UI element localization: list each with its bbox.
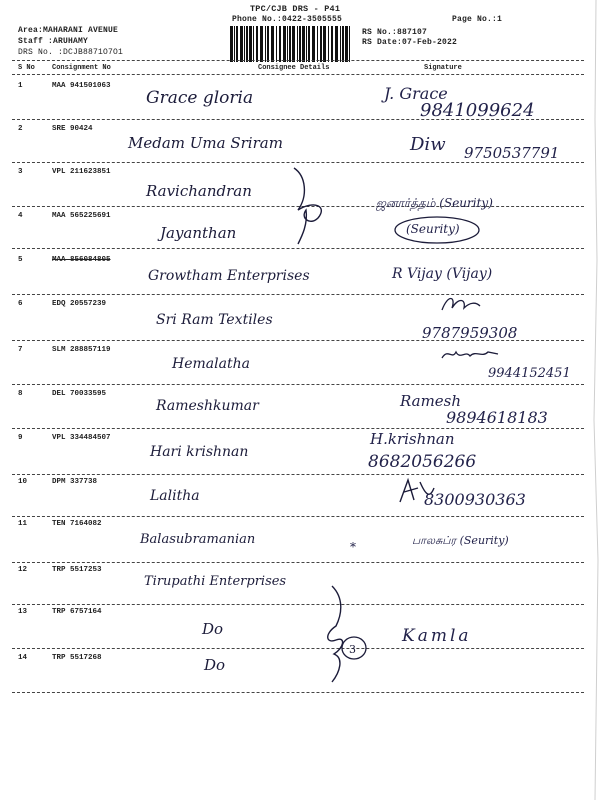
row-sno: 11 <box>18 520 28 528</box>
row-sno: 14 <box>18 654 28 662</box>
col-consignment: Consignment No <box>52 64 111 72</box>
row-consignee: Hemalatha <box>172 356 250 372</box>
col-sno: S No <box>18 64 35 72</box>
row-divider <box>12 294 584 295</box>
row-sno: 4 <box>18 212 23 220</box>
row-consignee: Jayanthan <box>160 224 237 242</box>
row-consignee: Ravichandran <box>146 182 252 200</box>
row-signature: Diw <box>410 134 446 155</box>
row-phone: 8682056266 <box>368 452 477 472</box>
row-sno: 7 <box>18 346 23 354</box>
row-signature: பாலசுப்ர (Seurity) <box>412 534 509 547</box>
row-consignee: Balasubramanian <box>140 532 256 547</box>
row-consignment: VPL 334484507 <box>52 434 111 442</box>
area-label: Area:MAHARANI AVENUE <box>18 26 119 35</box>
row-sno: 13 <box>18 608 28 616</box>
row-consignee: Sri Ram Textiles <box>156 312 273 328</box>
row-divider <box>12 162 584 163</box>
page-number: Page No.:1 <box>452 15 503 24</box>
staff-label: Staff :ARUHAMY <box>18 37 89 46</box>
row-consignment: DEL 70033595 <box>52 390 107 398</box>
drs-number: DRS No. :DCJB8871O7O1 <box>18 48 124 57</box>
row-consignee: Do <box>202 620 224 638</box>
col-consignee: Consignee Details <box>258 64 330 72</box>
bracket-scribble <box>318 584 374 684</box>
row-sno: 12 <box>18 566 28 574</box>
signature-scribble <box>438 292 484 318</box>
row-signature: H.krishnan <box>370 430 455 448</box>
row-phone: 9841099624 <box>420 100 535 121</box>
row-consignment: TEN 7164082 <box>52 520 102 528</box>
column-rule <box>12 74 584 75</box>
row-phone: 9894618183 <box>446 408 548 427</box>
row-divider <box>12 692 584 693</box>
row-consignee: Hari krishnan <box>150 444 249 460</box>
row-consignee: Growtham Enterprises <box>148 268 310 284</box>
row-divider <box>12 516 584 517</box>
row-divider <box>12 428 584 429</box>
scan-edge <box>586 0 600 800</box>
row-consignment: TRP 5517253 <box>52 566 102 574</box>
row-sno: 10 <box>18 478 28 486</box>
bracket-scribble <box>284 166 334 246</box>
row-consignee: Lalitha <box>150 488 200 504</box>
sheet-title: TPC/CJB DRS - P41 <box>250 4 341 14</box>
security-note: (Seurity) <box>406 222 460 236</box>
col-signature: Signature <box>424 64 462 72</box>
rs-date: RS Date:07-Feb-2022 <box>362 38 458 47</box>
row-divider <box>12 648 584 649</box>
row-phone: 9750537791 <box>464 144 560 162</box>
row-consignee: Grace gloria <box>146 88 254 108</box>
row-divider <box>12 604 584 605</box>
row-consignment: DPM 337738 <box>52 478 98 486</box>
row-consignment: SLM 288857119 <box>52 346 111 354</box>
row-divider <box>12 248 584 249</box>
row-consignment: TRP 6757164 <box>52 608 102 616</box>
row-signature: J. Grace <box>384 84 448 103</box>
row-consignment: MAA 941501063 <box>52 82 111 90</box>
signature-scribble <box>440 346 500 364</box>
row-sno: 1 <box>18 82 23 90</box>
row-consignee: Rameshkumar <box>156 398 259 414</box>
row-sno: 8 <box>18 390 23 398</box>
row-divider <box>12 119 584 120</box>
row-consignee: Tirupathi Enterprises <box>144 574 287 589</box>
row-consignee: Medam Uma Sriram <box>128 134 283 152</box>
row-signature: ஜனார்த்தம் (Seurity) <box>376 196 493 210</box>
row-signature: Kamla <box>402 626 472 646</box>
header-rule <box>12 60 584 61</box>
row-phone: 8300930363 <box>424 490 526 509</box>
row-consignment: MAA 565225691 <box>52 212 111 220</box>
row-consignment: TRP 5517268 <box>52 654 102 662</box>
phone-number: Phone No.:0422-3505555 <box>232 15 343 24</box>
row-consignment: MAA 856084805 <box>52 256 111 264</box>
row-consignment: EDQ 20557239 <box>52 300 107 308</box>
row-consignment: VPL 211623851 <box>52 168 111 176</box>
row-phone: 9787959308 <box>422 324 518 342</box>
star-mark: * <box>350 540 356 554</box>
row-phone: 9944152451 <box>488 366 571 381</box>
row-sno: 9 <box>18 434 23 442</box>
barcode <box>228 26 352 62</box>
row-consignment: SRE 90424 <box>52 125 93 133</box>
row-divider <box>12 562 584 563</box>
row-sno: 2 <box>18 125 23 133</box>
row-signature: R Vijay (Vijay) <box>392 266 493 282</box>
row-sno: 3 <box>18 168 23 176</box>
row-divider <box>12 384 584 385</box>
svg-text:3: 3 <box>349 643 356 656</box>
rs-number: RS No.:887107 <box>362 28 428 37</box>
row-signature: Ramesh <box>400 392 462 410</box>
row-divider <box>12 340 584 341</box>
row-consignee: Do <box>204 656 226 674</box>
row-divider <box>12 474 584 475</box>
row-sno: 5 <box>18 256 23 264</box>
row-sno: 6 <box>18 300 23 308</box>
